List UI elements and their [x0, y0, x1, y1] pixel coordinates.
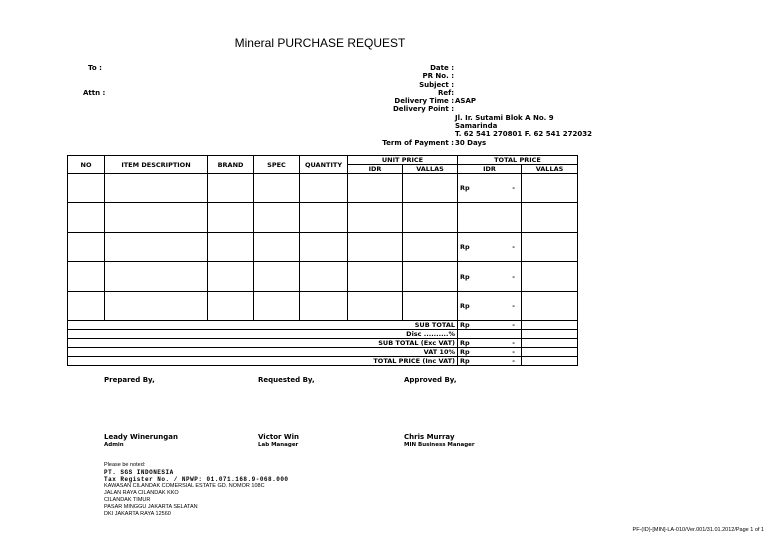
vat-row [68, 348, 578, 357]
footer-address-2: JALAN RAYA CILANDAK KKO [104, 490, 179, 496]
address-line-1: Jl. Ir. Sutami Blok A No. 9 [455, 114, 554, 122]
footer-tax-register: Tax Register No. / NPWP: 01.071.168.9-068.000 [104, 476, 289, 483]
table-row [68, 233, 578, 262]
approved-role: MIN Business Manager [404, 442, 475, 448]
header-brand: BRAND [208, 156, 254, 174]
header-total-idr: IDR [458, 165, 522, 174]
dash-value: - [512, 339, 515, 347]
header-spec: SPEC [254, 156, 300, 174]
subtotal-exc-vat-row [68, 339, 578, 348]
subtotal-row [68, 321, 578, 330]
requested-by-label: Requested By, [258, 376, 315, 384]
header-unit-vallas: VALLAS [403, 165, 458, 174]
delivery-time-value: ASAP [455, 97, 477, 105]
header-item-description: ITEM DESCRIPTION [105, 156, 208, 174]
prepared-role: Admin [104, 442, 124, 448]
total-idr-cell [458, 174, 522, 203]
footer-address-1: KAWASAN CILANDAK COMERSIAL ESTATE GD. NOMOR 108C [104, 483, 265, 489]
rp-label: Rp [460, 243, 470, 251]
attn-label: Attn : [83, 89, 106, 97]
header-unit-idr: IDR [348, 165, 403, 174]
delivery-time-label: Delivery Time : [394, 97, 454, 105]
term-of-payment-value: 30 Days [455, 139, 487, 147]
requested-role: Lab Manager [258, 442, 299, 448]
header-unit-price: UNIT PRICE [348, 156, 458, 165]
discount-label: Disc ..........% [68, 330, 458, 339]
vat-label: VAT 10% [68, 348, 458, 357]
requested-name: Victor Win [258, 433, 299, 441]
prepared-by-label: Prepared By, [104, 376, 155, 384]
header-quantity: QUANTITY [300, 156, 348, 174]
to-label: To : [88, 64, 102, 72]
rp-label: Rp [460, 302, 470, 310]
header-total-price: TOTAL PRICE [458, 156, 578, 165]
term-of-payment-label: Term of Payment : [382, 139, 454, 147]
discount-row [68, 330, 578, 339]
rp-label: Rp [460, 184, 470, 192]
dash-value: - [512, 243, 515, 251]
dash-value: - [512, 184, 515, 192]
footer-address-3: CILANDAK TIMUR [104, 497, 151, 503]
dash-value: - [512, 348, 515, 356]
header-total-vallas: VALLAS [522, 165, 578, 174]
address-line-2: Samarinda [455, 122, 498, 130]
address-line-3: T. 62 541 270801 F. 62 541 272032 [455, 130, 592, 138]
rp-label: Rp [460, 357, 470, 365]
footer-address-4: PASAR MINGGU JAKARTA SELATAN [104, 504, 198, 510]
footer-address-5: DKI JAKARTA RAYA 12560 [104, 511, 171, 517]
subtotal-label: SUB TOTAL [68, 321, 458, 330]
table-row [68, 292, 578, 321]
subtotal-exc-vat-label: SUB TOTAL (Exc VAT) [68, 339, 458, 348]
total-idr-cell [458, 262, 522, 292]
dash-value: - [512, 302, 515, 310]
dash-value: - [512, 321, 515, 329]
table-row [68, 174, 578, 203]
total-idr-cell [458, 203, 522, 233]
header-no: NO [68, 156, 105, 174]
table-row [68, 203, 578, 233]
footer-company: PT. SGS INDONESIA [104, 469, 174, 476]
approved-name: Chris Murray [404, 433, 455, 441]
dash-value: - [512, 357, 515, 365]
dash-value: - [512, 272, 515, 281]
footer-block [104, 462, 289, 518]
subject-label: Subject : [419, 81, 454, 89]
date-label: Date : [430, 64, 454, 72]
approved-by-label: Approved By, [404, 376, 457, 384]
rp-label: Rp [460, 272, 470, 281]
rp-label: Rp [460, 348, 470, 356]
rp-label: Rp [460, 339, 470, 347]
items-table [67, 155, 578, 366]
rp-label: Rp [460, 321, 470, 329]
ref-label: Ref: [438, 89, 454, 97]
total-idr-cell [458, 233, 522, 262]
document-reference: PF-(ID)-[MIN]-LA-010/Ver.001/31.01.2012/Page 1 of 1 [632, 527, 764, 533]
page-title: Mineral PURCHASE REQUEST [234, 36, 406, 50]
delivery-point-label: Delivery Point : [392, 105, 454, 113]
table-row [68, 262, 578, 292]
total-idr-cell [458, 292, 522, 321]
total-price-row [68, 357, 578, 366]
pr-no-label: PR No. : [422, 72, 454, 80]
prepared-name: Leady Winerungan [104, 433, 178, 441]
total-price-label: TOTAL PRICE (Inc VAT) [68, 357, 458, 366]
footer-note: Please be noted: [104, 462, 146, 468]
